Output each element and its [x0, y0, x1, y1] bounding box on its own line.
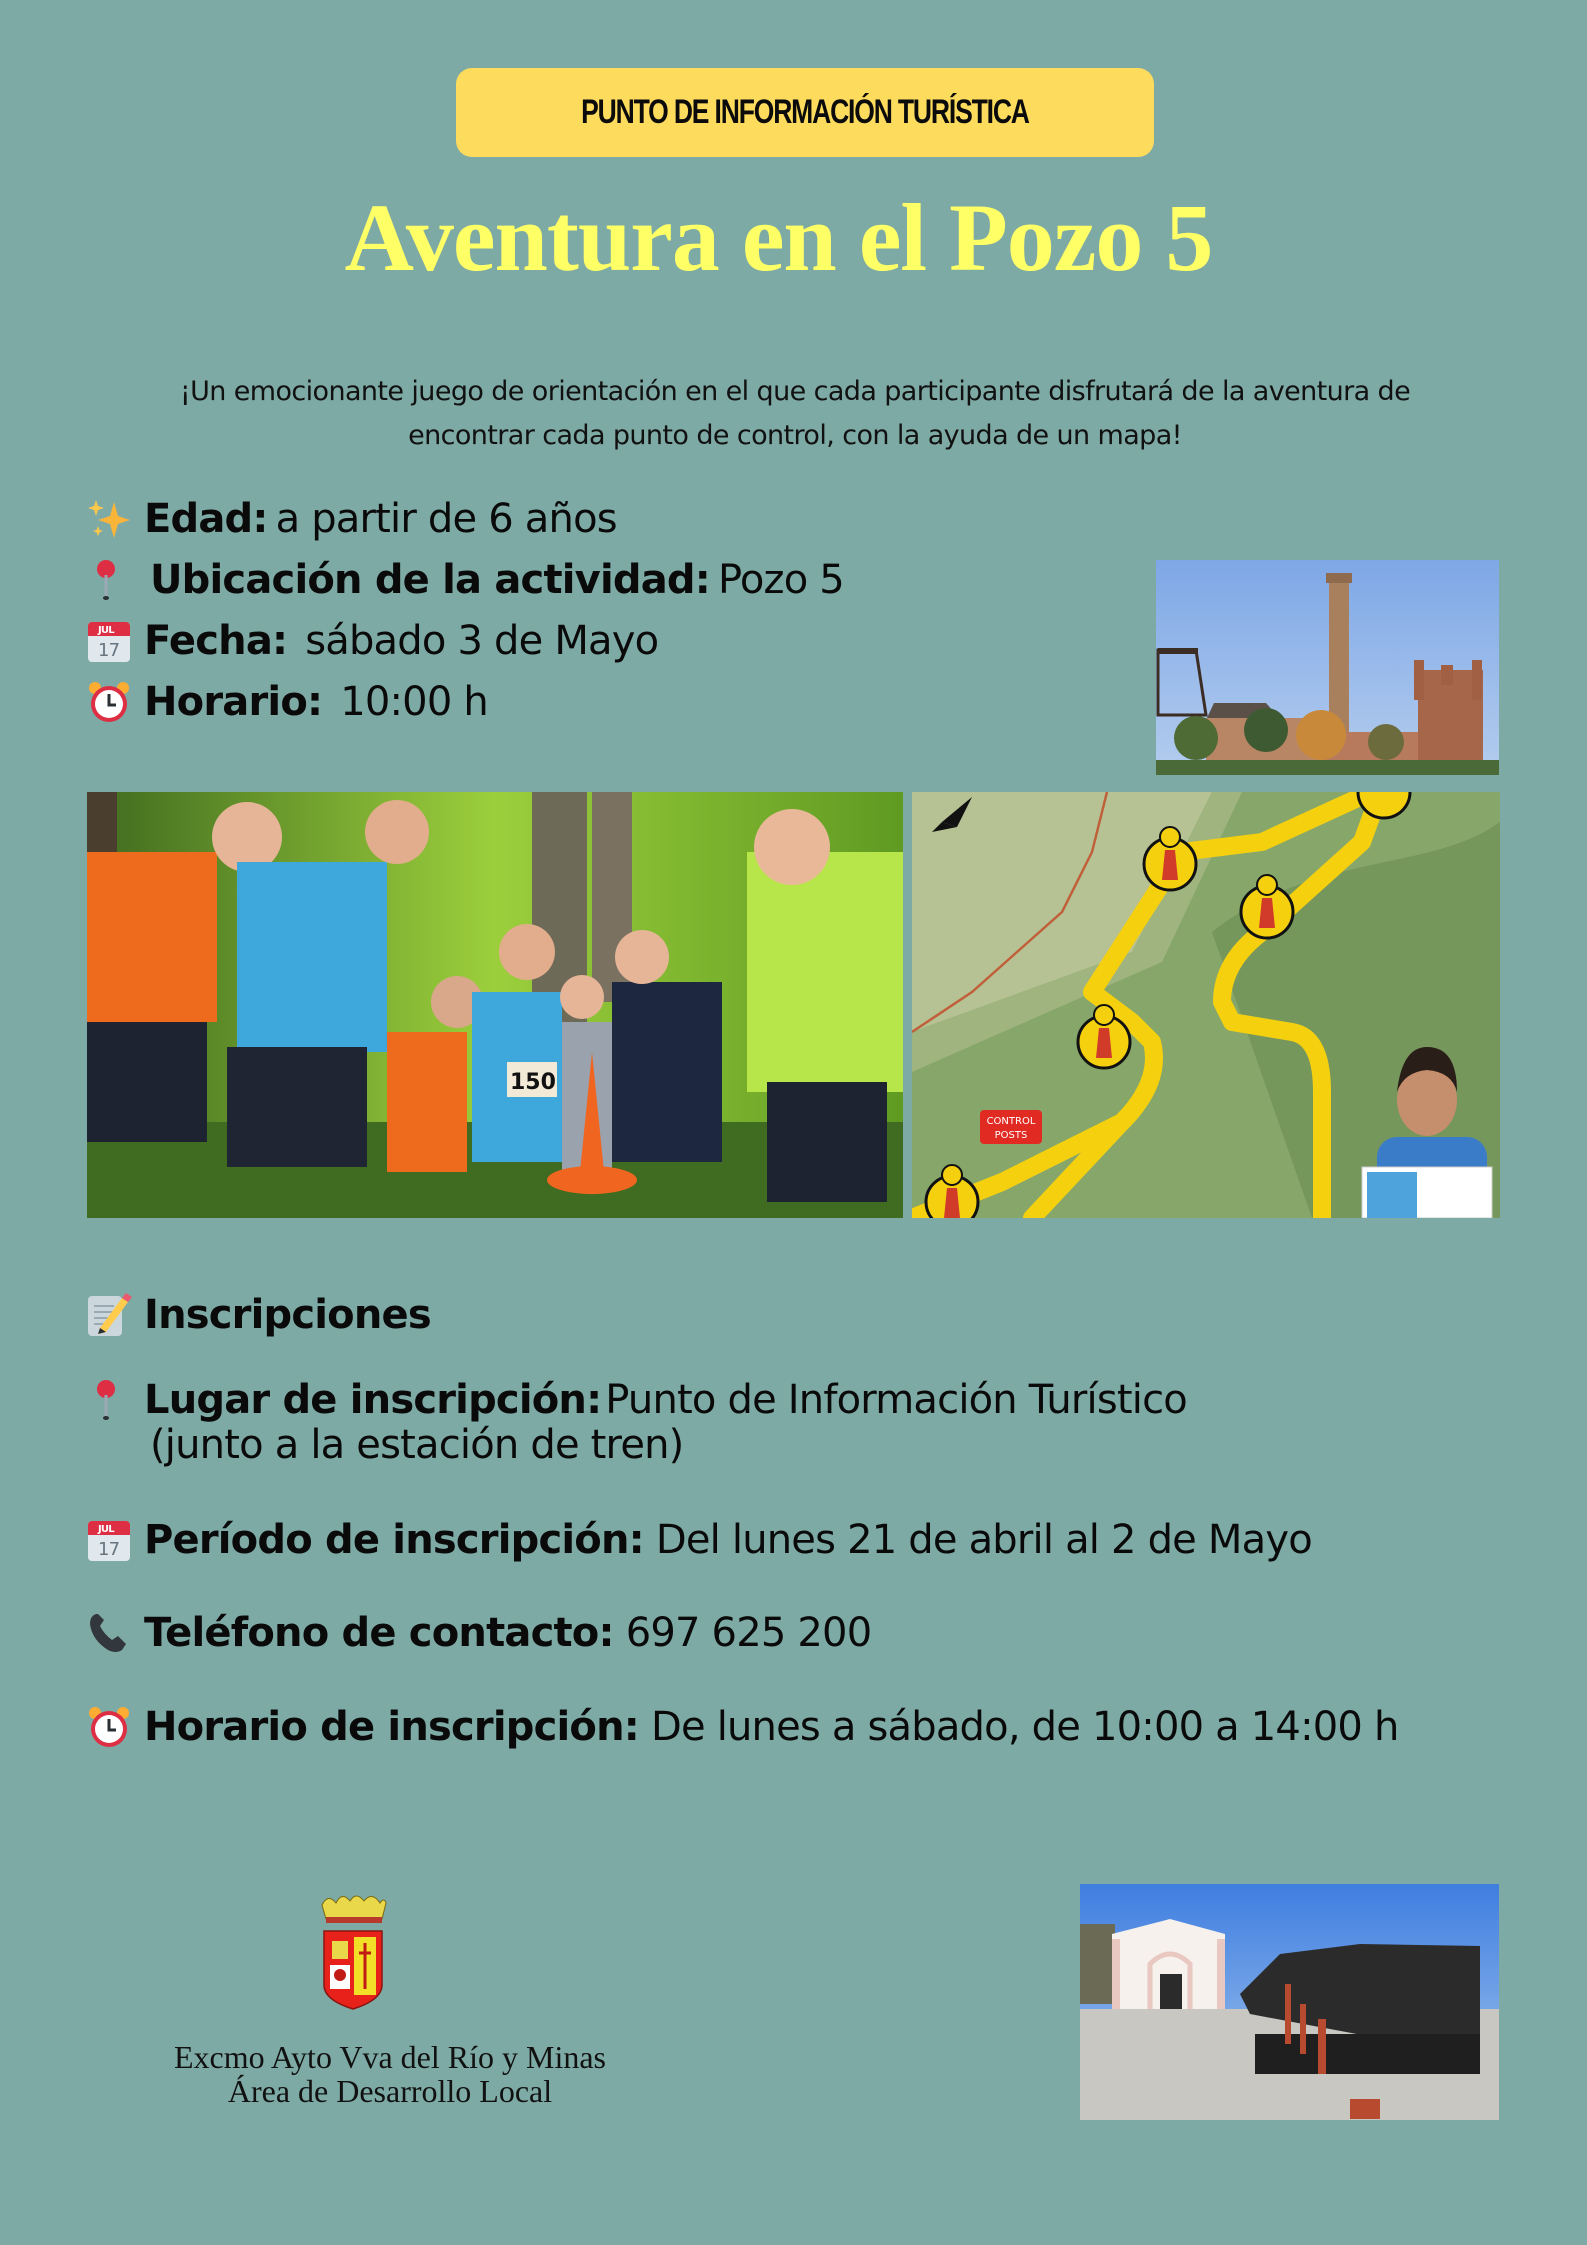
intro-text	[110, 370, 1480, 458]
calendar-icon	[86, 1517, 132, 1563]
intro-line-2: encontrar cada punto de control, con la ayuda de un mapa!	[408, 420, 1182, 451]
registration-subvalue: (junto a la estación de tren)	[150, 1422, 684, 1468]
alarm-clock-icon	[86, 679, 132, 725]
detail-location	[86, 549, 844, 610]
page-title: Aventura en el Pozo 5	[344, 184, 1213, 291]
registration-place	[86, 1370, 1187, 1468]
footer-line-2: Área de Desarrollo Local	[227, 2073, 553, 2109]
registration-heading	[86, 1285, 431, 1345]
detail-label: Edad:	[144, 495, 268, 542]
detail-label: Ubicación de la actividad:	[150, 556, 710, 603]
detail-label: Fecha:	[144, 617, 288, 664]
registration-place-row	[86, 1370, 1187, 1430]
pushpin-icon	[86, 1377, 132, 1423]
alarm-clock-icon	[86, 1704, 132, 1750]
footer-line-1: Excmo Ayto Vva del Río y Minas	[174, 2039, 606, 2075]
train-station-photo	[1080, 1884, 1499, 2120]
registration-label: Teléfono de contacto:	[144, 1610, 614, 1656]
registration-heading-text: Inscripciones	[144, 1292, 431, 1338]
orienteering-map-photo	[912, 792, 1500, 1218]
svg-text:17: 17	[98, 1539, 120, 1560]
tourist-info-banner	[456, 68, 1154, 157]
banner-label: PUNTO DE INFORMACIÓN TURÍSTICA	[581, 93, 1029, 131]
svg-text:150: 150	[510, 1070, 556, 1095]
registration-value: Del lunes 21 de abril al 2 de Mayo	[655, 1517, 1312, 1563]
calendar-icon	[86, 618, 132, 664]
intro-line-1: ¡Un emocionante juego de orientación en el que cada participante disfrutará de la aventura de	[179, 376, 1411, 407]
registration-value: De lunes a sábado, de 10:00 a 14:00 h	[650, 1704, 1399, 1750]
detail-age	[86, 488, 844, 549]
registration-period	[86, 1510, 1312, 1570]
detail-value: sábado 3 de Mayo	[305, 617, 659, 664]
detail-value: 10:00 h	[340, 678, 488, 725]
contact-phone	[86, 1603, 871, 1663]
footer-organization	[120, 2040, 660, 2108]
registration-value: Punto de Información Turístico	[605, 1377, 1187, 1423]
detail-label: Horario:	[144, 678, 323, 725]
pushpin-icon	[86, 557, 132, 603]
coat-of-arms-logo	[318, 1885, 388, 2010]
pozo-photo	[1156, 560, 1499, 775]
registration-label: Lugar de inscripción:	[144, 1377, 602, 1423]
phone-number[interactable]: 697 625 200	[625, 1610, 872, 1656]
telephone-icon	[86, 1610, 132, 1656]
registration-label: Horario de inscripción:	[144, 1704, 639, 1750]
detail-value: Pozo 5	[717, 556, 844, 603]
svg-text:17: 17	[98, 639, 120, 661]
detail-date	[86, 610, 844, 671]
sparkles-icon	[86, 496, 132, 542]
detail-time	[86, 671, 844, 732]
svg-text:CONTROL: CONTROL	[986, 1116, 1036, 1127]
svg-text:JUL: JUL	[98, 1524, 114, 1535]
svg-text:JUL: JUL	[98, 624, 114, 636]
runners-photo	[87, 792, 903, 1218]
registration-label: Período de inscripción:	[144, 1517, 644, 1563]
detail-value: a partir de 6 años	[275, 495, 617, 542]
memo-icon	[86, 1292, 132, 1338]
event-details	[86, 488, 844, 732]
svg-text:POSTS: POSTS	[994, 1130, 1028, 1141]
registration-hours	[86, 1697, 1399, 1757]
